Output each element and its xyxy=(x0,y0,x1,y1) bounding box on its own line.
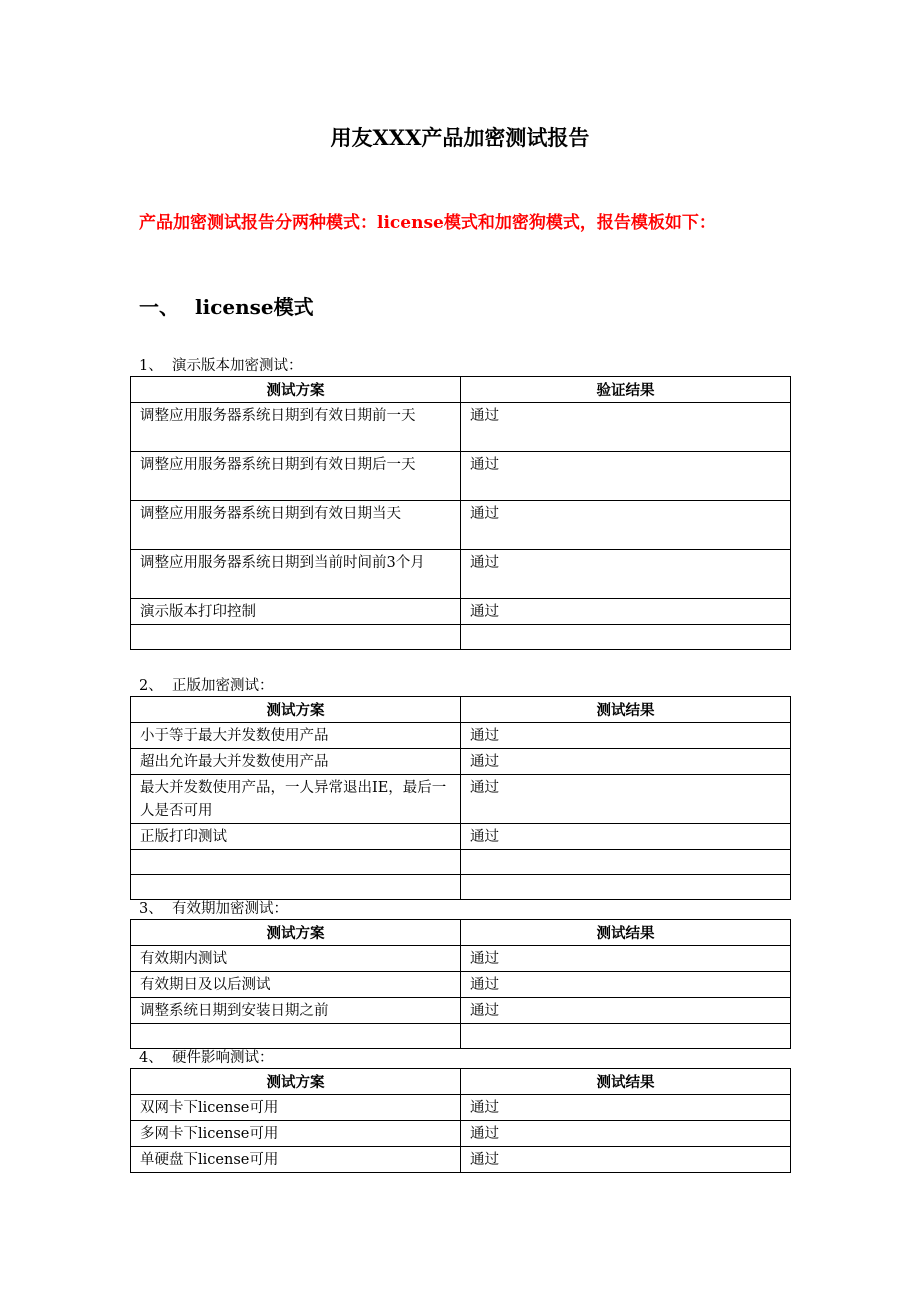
cell-result: 通过 xyxy=(461,403,791,452)
cell-result: 通过 xyxy=(461,775,791,824)
cell-plan xyxy=(131,875,461,900)
cell-plan: 演示版本打印控制 xyxy=(131,599,461,625)
table-row xyxy=(131,452,791,501)
cell-plan: 调整系统日期到安装日期之前 xyxy=(131,998,461,1024)
table-1-caption xyxy=(139,354,303,375)
cell-result: 通过 xyxy=(461,550,791,599)
table-row xyxy=(131,998,791,1024)
cell-result: 通过 xyxy=(461,723,791,749)
cell-plan: 调整应用服务器系统日期到有效日期前一天 xyxy=(131,403,461,452)
header-cell: 测试方案 xyxy=(131,697,461,723)
caption-text: 演示版本加密测试： xyxy=(172,358,303,374)
cell-result: 通过 xyxy=(461,1095,791,1121)
cell-result: 通过 xyxy=(461,1121,791,1147)
table-row xyxy=(131,1095,791,1121)
table-row xyxy=(131,1147,791,1173)
table-row xyxy=(131,501,791,550)
table-row xyxy=(131,550,791,599)
header-cell: 测试结果 xyxy=(461,920,791,946)
table-row xyxy=(131,824,791,850)
cell-result: 通过 xyxy=(461,749,791,775)
licensed-version-test-table xyxy=(130,696,791,900)
cell-result xyxy=(461,875,791,900)
table-row xyxy=(131,403,791,452)
header-cell: 测试结果 xyxy=(461,697,791,723)
cell-result: 通过 xyxy=(461,501,791,550)
table-3-caption xyxy=(139,897,288,918)
table-row xyxy=(131,946,791,972)
table-row xyxy=(131,875,791,900)
caption-number: 3、 xyxy=(139,901,163,917)
table-row xyxy=(131,599,791,625)
header-cell: 测试方案 xyxy=(131,377,461,403)
cell-result: 通过 xyxy=(461,946,791,972)
table-2-caption xyxy=(139,674,274,695)
cell-result xyxy=(461,625,791,650)
cell-plan xyxy=(131,625,461,650)
cell-plan: 调整应用服务器系统日期到当前时间前3个月 xyxy=(131,550,461,599)
cell-plan: 有效期日及以后测试 xyxy=(131,972,461,998)
cell-plan xyxy=(131,1024,461,1049)
header-cell: 测试结果 xyxy=(461,1069,791,1095)
section-title: license模式 xyxy=(195,295,314,319)
cell-result: 通过 xyxy=(461,824,791,850)
table-row xyxy=(131,1024,791,1049)
cell-plan: 调整应用服务器系统日期到有效日期后一天 xyxy=(131,452,461,501)
table-row xyxy=(131,723,791,749)
cell-plan: 多网卡下license可用 xyxy=(131,1121,461,1147)
caption-number: 2、 xyxy=(139,678,163,694)
cell-result: 通过 xyxy=(461,1147,791,1173)
cell-plan: 双网卡下license可用 xyxy=(131,1095,461,1121)
hardware-impact-test-table xyxy=(130,1068,791,1173)
header-cell: 测试方案 xyxy=(131,1069,461,1095)
caption-text: 有效期加密测试： xyxy=(172,901,288,917)
cell-plan: 单硬盘下license可用 xyxy=(131,1147,461,1173)
cell-result: 通过 xyxy=(461,599,791,625)
demo-version-test-table xyxy=(130,376,791,650)
cell-plan: 小于等于最大并发数使用产品 xyxy=(131,723,461,749)
table-header-row xyxy=(131,697,791,723)
cell-result: 通过 xyxy=(461,998,791,1024)
cell-plan: 超出允许最大并发数使用产品 xyxy=(131,749,461,775)
table-header-row xyxy=(131,1069,791,1095)
intro-text: 产品加密测试报告分两种模式：license模式和加密狗模式，报告模板如下： xyxy=(139,213,716,233)
caption-text: 正版加密测试： xyxy=(172,678,274,694)
table-row xyxy=(131,775,791,824)
table-header-row xyxy=(131,920,791,946)
table-row xyxy=(131,972,791,998)
cell-result: 通过 xyxy=(461,972,791,998)
cell-plan: 调整应用服务器系统日期到有效日期当天 xyxy=(131,501,461,550)
table-4-caption xyxy=(139,1046,274,1067)
table-header-row xyxy=(131,377,791,403)
header-cell: 验证结果 xyxy=(461,377,791,403)
section-heading xyxy=(139,291,314,320)
caption-text: 硬件影响测试： xyxy=(172,1050,274,1066)
cell-plan: 最大并发数使用产品，一人异常退出IE，最后一人是否可用 xyxy=(131,775,461,824)
table-row xyxy=(131,625,791,650)
cell-plan: 有效期内测试 xyxy=(131,946,461,972)
table-row xyxy=(131,1121,791,1147)
page-title: 用友XXX产品加密测试报告 xyxy=(330,125,590,150)
header-cell: 测试方案 xyxy=(131,920,461,946)
cell-plan: 正版打印测试 xyxy=(131,824,461,850)
section-number: 一、 xyxy=(139,295,179,319)
cell-result xyxy=(461,850,791,875)
caption-number: 4、 xyxy=(139,1050,163,1066)
validity-period-test-table xyxy=(130,919,791,1049)
cell-result xyxy=(461,1024,791,1049)
table-row xyxy=(131,749,791,775)
table-row xyxy=(131,850,791,875)
cell-result: 通过 xyxy=(461,452,791,501)
cell-plan xyxy=(131,850,461,875)
caption-number: 1、 xyxy=(139,358,163,374)
